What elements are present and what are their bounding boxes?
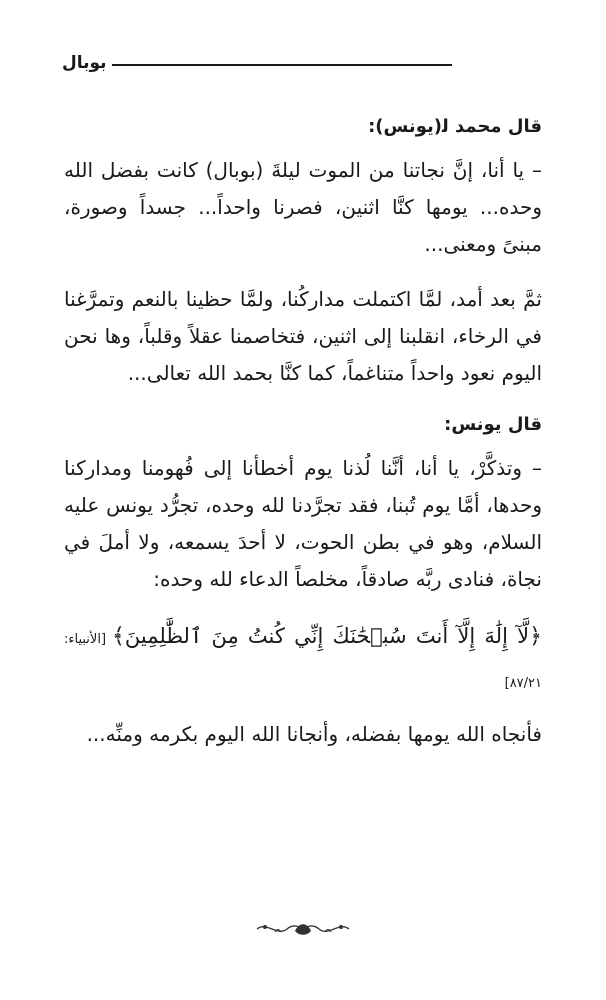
- quran-verse-text: لَّآ إِلَٰهَ إِلَّآ أَنتَ سُبۡحَٰنَكَ إِنِّي كُنتُ مِنَ ٱلظَّٰلِمِينَ: [124, 624, 530, 648]
- header-rule: [112, 64, 452, 66]
- speaker-heading: قال يونس:: [444, 414, 542, 435]
- section-muhammad: [64, 112, 542, 392]
- paragraph: فأنجاه الله يومها بفضله، وأنجانا الله اليوم بكرمه ومنِّه...: [86, 722, 542, 746]
- quran-open-bracket: ﴿: [529, 624, 542, 649]
- page-body: [64, 112, 542, 771]
- speaker-heading: قال محمد ﻟ(يونس):: [368, 116, 542, 137]
- paragraph: – يا أنا، إنَّ نجاتنا من الموت ليلةَ (بوبال) كانت بفضل الله وحده... يومها كنَّا اثنين، فصرنا واحداً... جسداً وصورة، مبنىً ومعنى...: [64, 158, 542, 256]
- running-head: بوبال: [62, 53, 107, 73]
- paragraph: – وتذكَّرْ، يا أنا، أنَّنا لُذنا يوم أخطأنا إلى فُهومنا ومداركنا وحدها، أمَّا يوم تُبنا، فقد تجرَّدنا لله وحده، تجرُّد يونس عليه السلام، وهو في بطن الحوت، لا أحدَ يسمعه، ولا أملَ في نجاة، فنادى ربَّه صادقاً، مخلصاً الدعاء لله وحده:: [64, 456, 542, 591]
- paragraph: ثمَّ بعد أمد، لمَّا اكتملت مداركُنا، ولمَّا حظينا بالنعم وتمرَّغنا في الرخاء، انقلبنا إلى اثنين، فتخاصمنا عقلاً وقلباً، وها نحن اليوم نعود واحداً متناغماً، كما كنَّا بحمد الله تعالى...: [64, 287, 542, 385]
- quran-close-bracket: ﴾: [112, 624, 125, 649]
- section-yunus: [64, 410, 542, 753]
- page-header: [62, 50, 544, 80]
- floral-divider-icon: [253, 918, 353, 940]
- quran-reference: [الأنبياء: ٨٧/٢١]: [64, 632, 542, 691]
- quran-verse: [64, 616, 542, 704]
